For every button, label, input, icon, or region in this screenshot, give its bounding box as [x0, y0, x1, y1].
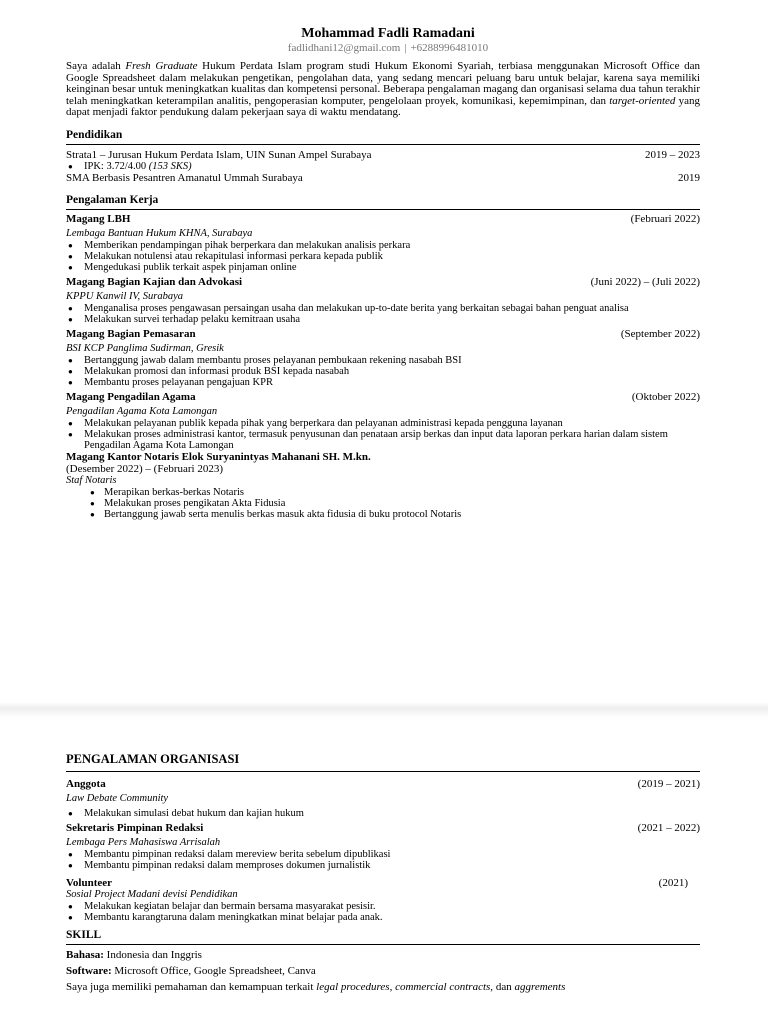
list-item: ● Bertanggung jawab serta menulis berkas masuk akta fidusia di buku protocol Notaris [66, 509, 700, 520]
list-item: ● Melakukan simulasi debat hukum dan kajian hukum [66, 808, 700, 819]
job-entry [66, 276, 700, 325]
job-entry [66, 391, 700, 451]
org-bullets [66, 849, 700, 871]
sks: (153 SKS) [148, 160, 192, 172]
org-entry [66, 778, 700, 819]
org-entry [66, 822, 700, 871]
skill-value: Microsoft Office, Google Spreadsheet, Canva [111, 965, 316, 977]
org-date: (2021) [658, 877, 688, 889]
job-organization: KPPU Kanwil IV, Surabaya [66, 290, 184, 302]
org-bullets [66, 808, 700, 819]
section-title-education: Pendidikan [66, 129, 700, 145]
org-name: Lembaga Pers Mahasiswa Arrisalah [66, 837, 221, 848]
section-title-work: Pengalaman Kerja [66, 194, 700, 210]
job-entry [66, 328, 700, 388]
gpa: IPK: 3.72/4.00 [84, 160, 149, 172]
list-item: ● Membantu pimpinan redaksi dalam mereview berita sebelum dipublikasi [66, 849, 700, 860]
skill-text: dan [493, 981, 515, 993]
job-bullets [66, 355, 700, 388]
job-entry [66, 213, 700, 273]
job-bullets [66, 303, 700, 325]
list-item: ● Melakukan survei terhadap pelaku kemitraan usaha [66, 314, 700, 325]
job-organization: Lembaga Bantuan Hukum KHNA, Surabaya [66, 227, 253, 239]
summary-text: Hukum Perdata Islam program studi Hukum Ekonomi Syariah, terbiasa menggunakan Microsoft Office dan Google Spreadsheet dalam melakukan pengetikan, pengolahan data, yang sedang mencari peluang baru untuk belajar, karena saya memiliki keinginan besar untuk meningkatkan kualitas dan kompetensi personal. Beberapa pengalaman magang dan organisasi selama dua tahun terakhir telah meningkatkan keterampilan analitis, pengoperasian komputer, pengelolaan proyek, komunikasi, kepemimpinan, dan [66, 60, 700, 107]
job-date: (Oktober 2022) [631, 390, 700, 403]
job-entry [66, 451, 700, 520]
job-role: Magang Pengadilan Agama [66, 390, 196, 403]
org-name: Sosial Project Madani devisi Pendidikan [66, 889, 238, 900]
list-item: ● Mengedukasi publik terkait aspek pinjaman online [66, 262, 700, 273]
list-item: ● Melakukan pelayanan publik kepada pihak yang berperkara dan pelayanan administrasi kepada pengguna layanan [66, 418, 700, 429]
job-header [66, 451, 700, 463]
skill-extra [66, 981, 700, 993]
list-item: ● Membantu karangtaruna dalam meningkatkan minat belajar pada anak. [66, 912, 700, 923]
skill-emphasis: aggrements [514, 981, 566, 993]
org-header [66, 778, 700, 790]
education-list [66, 149, 700, 184]
org-header [66, 822, 700, 834]
education-school: Strata1 – Jurusan Hukum Perdata Islam, UIN Sunan Ampel Surabaya [66, 148, 372, 161]
summary-emphasis: target-oriented [609, 94, 676, 107]
org-header [66, 877, 700, 889]
job-date: (Desember 2022) – (Februari 2023) [66, 462, 224, 475]
job-header [66, 391, 700, 403]
list-item: ● Membantu proses pelayanan pengajuan KPR [66, 377, 700, 388]
list-item: ● Melakukan promosi dan informasi produk BSI kepada nasabah [66, 366, 700, 377]
resume-page-2 [0, 718, 768, 1024]
org-role: Volunteer [66, 877, 113, 889]
skill-value: Indonesia dan Inggris [103, 949, 202, 961]
job-organization: BSI KCP Panglima Sudirman, Gresik [66, 342, 224, 354]
list-item: ● Merapikan berkas-berkas Notaris [66, 487, 700, 498]
org-date: (2019 – 2021) [637, 778, 700, 790]
list-item: ● Memberikan pendampingan pihak berperkara dan melakukan analisis perkara [66, 240, 700, 251]
list-item: ● Menganalisa proses pengawasan persaingan usaha dan melakukan up-to-date berita yang berkaitan sebagai bahan penguat analisa [66, 303, 700, 314]
org-bullets [66, 901, 700, 923]
list-item [66, 161, 700, 172]
job-date: (September 2022) [620, 327, 700, 340]
education-row [66, 172, 700, 184]
skill-label: Bahasa: [66, 949, 104, 961]
education-row [66, 149, 700, 161]
summary-paragraph [66, 61, 700, 119]
job-header [66, 276, 700, 288]
education-years: 2019 – 2023 [645, 148, 700, 161]
list-item: ● Melakukan notulensi atau rekapitulasi informasi perkara kepada publik [66, 251, 700, 262]
page-break [0, 702, 768, 718]
list-item: ● Membantu pimpinan redaksi dalam memproses dokumen jurnalistik [66, 860, 700, 871]
job-date: (Februari 2022) [630, 212, 700, 225]
job-role: Magang Bagian Pemasaran [66, 327, 196, 340]
skill-text: Saya juga memiliki pemahaman dan kemampuan terkait [66, 981, 317, 993]
list-item: ● Bertanggung jawab dalam membantu proses pelayanan pembukaan rekening nasabah BSI [66, 355, 700, 366]
list-item: ● Melakukan kegiatan belajar dan bermain bersama masyarakat pesisir. [66, 901, 700, 912]
education-years: 2019 [678, 171, 700, 184]
email: fadlidhani12@gmail.com [287, 42, 401, 54]
job-organization: Pengadilan Agama Kota Lamongan [66, 405, 218, 417]
job-role: Magang Kantor Notaris Elok Suryanintyas Mahanani SH. M.kn. [66, 450, 371, 463]
summary-text: Saya adalah [66, 60, 126, 72]
phone: +6288996481010 [410, 42, 489, 54]
summary-text: yang dapat menjadi faktor pendukung dalam pekerjaan saya di waktu mendatang. [66, 94, 700, 119]
summary-emphasis: Fresh Graduate [125, 60, 198, 72]
org-name: Law Debate Community [66, 793, 169, 804]
job-bullets [66, 487, 700, 520]
job-header [66, 213, 700, 225]
skill-label: Software: [66, 965, 112, 977]
job-role: Magang LBH [66, 212, 131, 225]
list-item: ● Melakukan proses administrasi kantor, termasuk penyusunan dan penataan arsip berkas dan input data laporan perkara harian dalam sistem Pengadilan Agama Kota Lamongan [66, 429, 700, 451]
org-date: (2021 – 2022) [637, 822, 700, 834]
skill-emphasis: legal procedures, commercial contracts, [316, 981, 494, 993]
skill-software [66, 965, 700, 978]
contact-line [76, 42, 700, 55]
page-2-content [66, 752, 700, 993]
job-date-row [66, 463, 700, 475]
education-school: SMA Berbasis Pesantren Amanatul Ummah Surabaya [66, 171, 303, 184]
section-title-skill: SKILL [66, 929, 700, 945]
list-item: ● Melakukan proses pengikatan Akta Fidusia [66, 498, 700, 509]
org-role: Anggota [66, 778, 106, 790]
job-bullets [66, 240, 700, 273]
job-bullets [66, 418, 700, 451]
job-date: (Juni 2022) – (Juli 2022) [590, 275, 700, 288]
skill-language [66, 949, 700, 962]
org-role: Sekretaris Pimpinan Redaksi [66, 822, 204, 834]
candidate-name: Mohammad Fadli Ramadani [301, 26, 475, 41]
job-header [66, 328, 700, 340]
page-1-content [66, 26, 700, 520]
org-entry [66, 877, 700, 923]
contact-separator: | [404, 42, 407, 54]
education-details [66, 161, 700, 172]
job-organization: Staf Notaris [66, 474, 117, 486]
section-title-organization: PENGALAMAN ORGANISASI [66, 752, 700, 772]
job-role: Magang Bagian Kajian dan Advokasi [66, 275, 243, 288]
